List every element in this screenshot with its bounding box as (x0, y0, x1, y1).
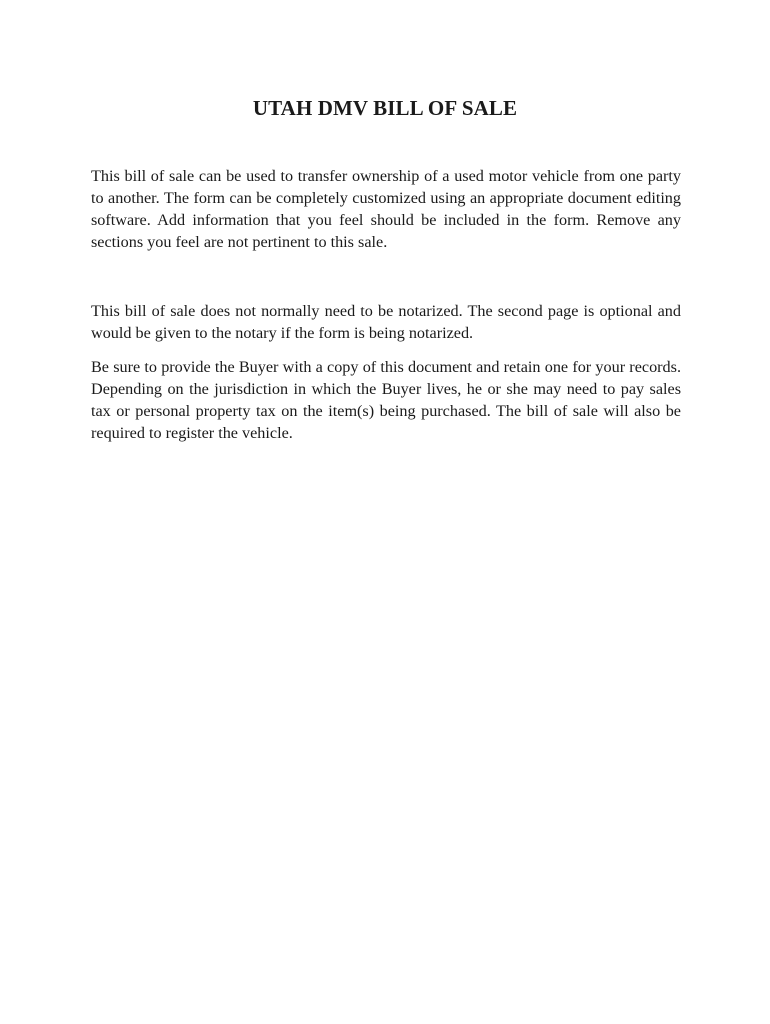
page-title: UTAH DMV BILL OF SALE (252, 96, 518, 120)
notarization-paragraph: This bill of sale does not normally need to be notarized. The second page is optional and would be given to the notary if the form is being notarized. (91, 302, 681, 342)
intro-paragraph: This bill of sale can be used to transfer ownership of a used motor vehicle from one party to another. The form can be completely customized using an appropriate document editing software. Add information that you feel should be included in the form. Remove any sections you feel are not pertinent to this sale. (91, 167, 681, 251)
buyer-copy-paragraph: Be sure to provide the Buyer with a copy of this document and retain one for your records. Depending on the jurisdiction in which the Buyer lives, he or she may need to pay sales tax or personal property tax on the item(s) being purchased. The bill of sale will also be required to register the vehicle. (91, 358, 681, 442)
